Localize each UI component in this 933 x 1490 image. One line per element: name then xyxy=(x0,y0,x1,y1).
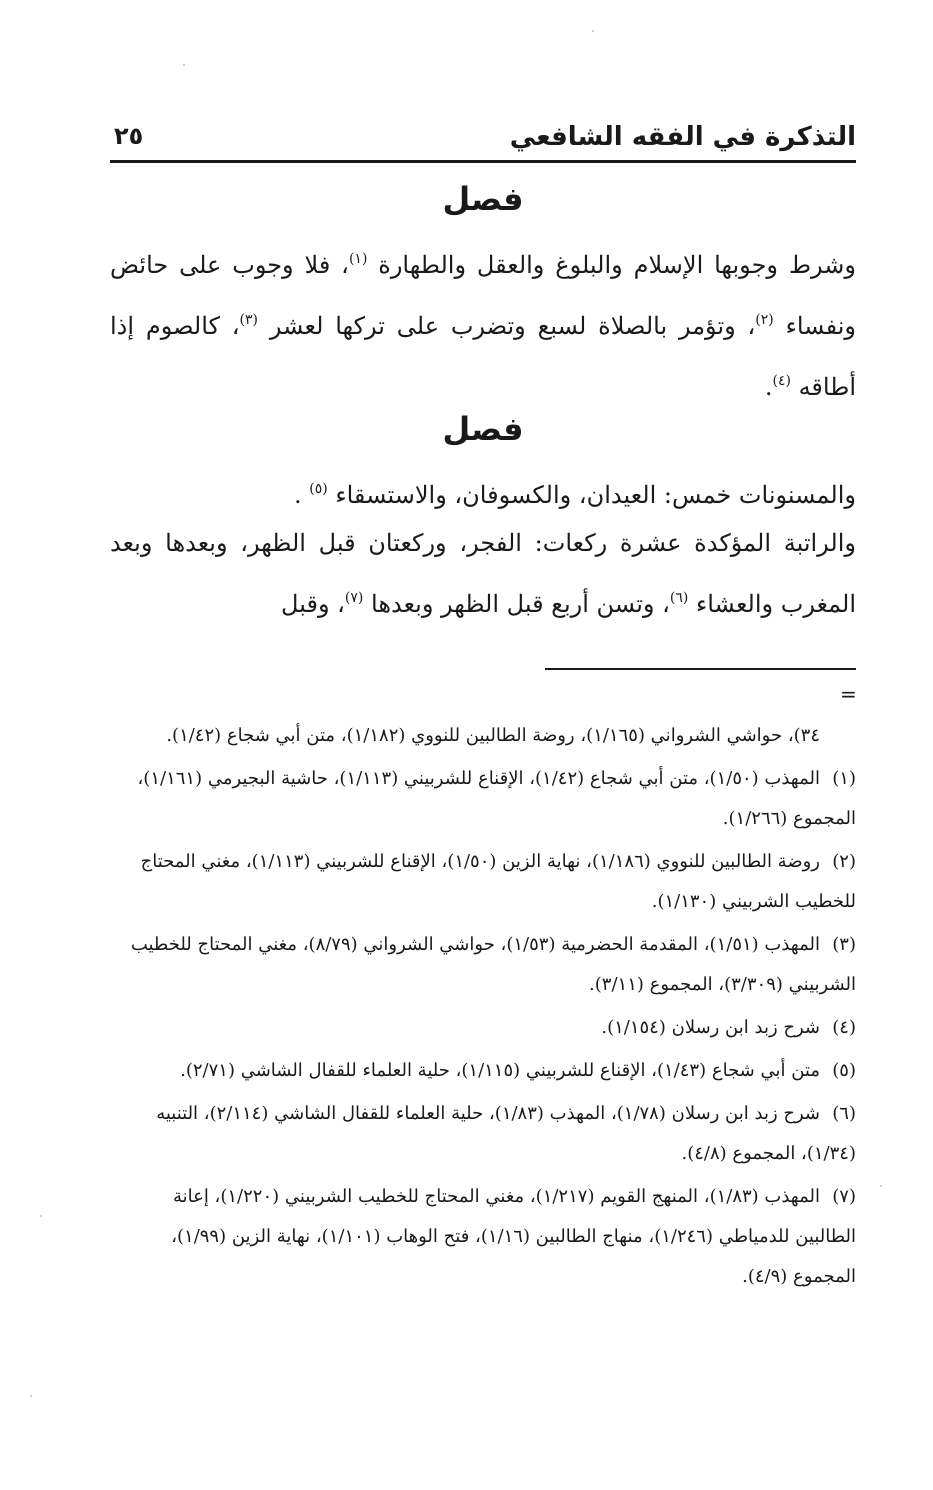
footnote-text: المهذب (١/٥١)، المقدمة الحضرمية (١/٥٣)، حواشي الشرواني (٨/٧٩)، مغني المحتاج للخطيب الشربيني (٣/٣٠٩)، المجموع (٣/١١). xyxy=(130,934,856,995)
scan-speck xyxy=(183,64,185,66)
footnote-text: روضة الطالبين للنووي (١/١٨٦)، نهاية الزين (١/٥٠)، الإقناع للشربيني (١/١١٣)، مغني المحتاج للخطيب الشربيني (١/١٣٠). xyxy=(140,851,856,912)
footnote xyxy=(110,925,856,1005)
scan-speck xyxy=(880,1185,882,1187)
footnote xyxy=(110,759,856,839)
paragraph-text: ، كالصوم إذا أطاقه xyxy=(110,312,856,401)
footnote xyxy=(110,1094,856,1174)
footnote-text: متن أبي شجاع (١/٤٣)، الإقناع للشربيني (١/١١٥)، حلية العلماء للقفال الشاشي (٢/٧١). xyxy=(180,1060,820,1081)
footnotes xyxy=(110,716,856,1300)
body-paragraph xyxy=(110,232,856,415)
footnote-number: (٥) xyxy=(832,1060,856,1081)
body-paragraph xyxy=(110,516,856,632)
footnote-ref: (١) xyxy=(348,251,368,267)
footnote-continuation: ٣٤)، حواشي الشرواني (١/١٦٥)، روضة الطالبين للنووي (١/١٨٢)، متن أبي شجاع (١/٤٢). xyxy=(166,725,820,746)
footnote-number: (١) xyxy=(832,768,856,789)
footnote xyxy=(110,842,856,922)
scan-speck xyxy=(592,30,594,32)
page-number: ٢٥ xyxy=(114,122,144,150)
paragraph-text: ، وتسن أربع قبل الظهر وبعدها xyxy=(363,590,670,618)
paragraph-text: ، وقبل xyxy=(281,590,345,618)
footnote-ref: (٢) xyxy=(755,312,774,328)
paragraph-text: ، فلا وجوب على حائض ونفساء xyxy=(110,251,857,340)
footnote-text: المهذب (١/٥٠)، متن أبي شجاع (١/٤٢)، الإقناع للشربيني (١/١١٣)، حاشية البجيرمي (١/١٦١)، المجموع (١/٢٦٦). xyxy=(137,768,856,829)
footnote xyxy=(110,1051,856,1091)
section-heading: فصل xyxy=(442,410,524,448)
footnote-number: (٢) xyxy=(832,851,856,872)
book-title: التذكرة في الفقه الشافعي xyxy=(509,122,856,152)
footnote xyxy=(110,1008,856,1048)
body-paragraph xyxy=(110,462,856,523)
footnote-text: شرح زبد ابن رسلان (١/١٥٤). xyxy=(601,1017,820,1038)
running-header xyxy=(110,118,856,163)
footnote-number: (٣) xyxy=(832,934,856,955)
footnote-text: شرح زبد ابن رسلان (١/٧٨)، المهذب (١/٨٣)، حلية العلماء للقفال الشاشي (٢/١١٤)، التنبيه (١/٣٤)، المجموع (٤/٨). xyxy=(156,1103,856,1164)
paragraph-text: . xyxy=(764,373,773,401)
footnote-number: (٦) xyxy=(832,1103,856,1124)
footnote-separator xyxy=(545,668,856,670)
paragraph-text: والراتبة المؤكدة عشرة ركعات: الفجر، وركعتان قبل الظهر، وبعدها وبعد المغرب والعشاء xyxy=(110,529,856,618)
footnote-ref: (٤) xyxy=(772,373,791,389)
paragraph-text: ، وتؤمر بالصلاة لسبع وتضرب على تركها لعشر xyxy=(258,312,756,340)
paragraph-text: . xyxy=(293,481,310,509)
footnote-ref: (٥) xyxy=(309,481,328,497)
footnote-text: المهذب (١/٨٣)، المنهج القويم (١/٢١٧)، مغني المحتاج للخطيب الشربيني (١/٢٢٠)، إعانة الطالبين للدمياطي (١/٢٤٦)، منهاج الطالبين (١/١٦)، فتح الوهاب (١/١٠١)، نهاية الزين (١/٩٩)، المجموع (٤/٩). xyxy=(171,1186,856,1287)
footnote-ref: (٧) xyxy=(344,590,364,606)
footnote xyxy=(110,1177,856,1297)
scan-speck xyxy=(40,1215,42,1217)
footnote-number: (٧) xyxy=(832,1186,856,1207)
paragraph-text: وشرط وجوبها الإسلام والبلوغ والعقل والطهارة xyxy=(367,251,857,279)
scan-speck xyxy=(30,1395,32,1397)
section-heading: فصل xyxy=(442,180,524,218)
footnote-number: (٤) xyxy=(832,1017,856,1038)
paragraph-text: والمسنونات خمس: العيدان، والكسوفان، والاستسقاء xyxy=(327,481,856,509)
continuation-marker: = xyxy=(840,682,857,706)
footnote-ref: (٣) xyxy=(239,312,259,328)
footnote-ref: (٦) xyxy=(669,590,689,606)
